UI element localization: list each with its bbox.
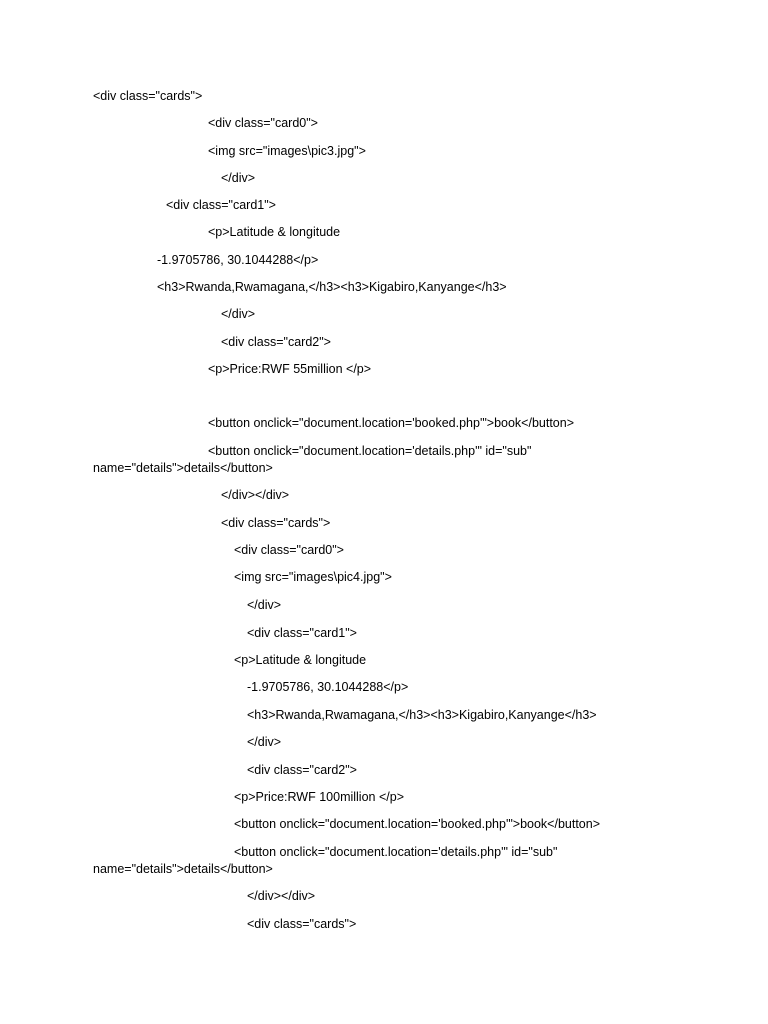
code-line: <div class="card2"> xyxy=(247,763,357,777)
code-line: <button onclick="document.location='booked.php'">book</button> xyxy=(234,817,601,831)
code-line: <div class="card1"> xyxy=(166,198,276,212)
code-line: <p>Price:RWF 100million </p> xyxy=(234,790,404,804)
code-line: <div class="card2"> xyxy=(221,335,331,349)
code-line: <p>Price:RWF 55million </p> xyxy=(208,362,372,376)
code-line: name="details">details</button> xyxy=(93,862,273,876)
code-line: <div class="card0"> xyxy=(208,116,318,130)
code-line: </div> xyxy=(221,307,256,321)
code-line: </div></div> xyxy=(247,889,316,903)
code-line: <div class="cards"> xyxy=(93,89,203,103)
code-line: <h3>Rwanda,Rwamagana,</h3><h3>Kigabiro,Kanyange</h3> xyxy=(247,708,597,722)
code-line: <img src="images\pic4.jpg"> xyxy=(234,570,392,584)
code-line: <button onclick="document.location='details.php'" id="sub" xyxy=(234,845,558,859)
code-line: -1.9705786, 30.1044288</p> xyxy=(247,680,409,694)
code-line: <div class="cards"> xyxy=(247,917,357,931)
code-line: </div> xyxy=(247,735,282,749)
code-line: <p>Latitude & longitude xyxy=(234,653,367,667)
code-line: -1.9705786, 30.1044288</p> xyxy=(157,253,319,267)
code-line: </div></div> xyxy=(221,488,290,502)
code-line: <div class="cards"> xyxy=(221,516,331,530)
code-line: </div> xyxy=(221,171,256,185)
code-line: <h3>Rwanda,Rwamagana,</h3><h3>Kigabiro,Kanyange</h3> xyxy=(157,280,507,294)
code-line: <button onclick="document.location='details.php'" id="sub" xyxy=(208,444,532,458)
code-line: <div class="card0"> xyxy=(234,543,344,557)
code-line: <button onclick="document.location='booked.php'">book</button> xyxy=(208,416,575,430)
code-line: <p>Latitude & longitude xyxy=(208,225,341,239)
code-line: name="details">details</button> xyxy=(93,461,273,475)
code-line: <div class="card1"> xyxy=(247,626,357,640)
code-line: </div> xyxy=(247,598,282,612)
code-line: <img src="images\pic3.jpg"> xyxy=(208,144,366,158)
